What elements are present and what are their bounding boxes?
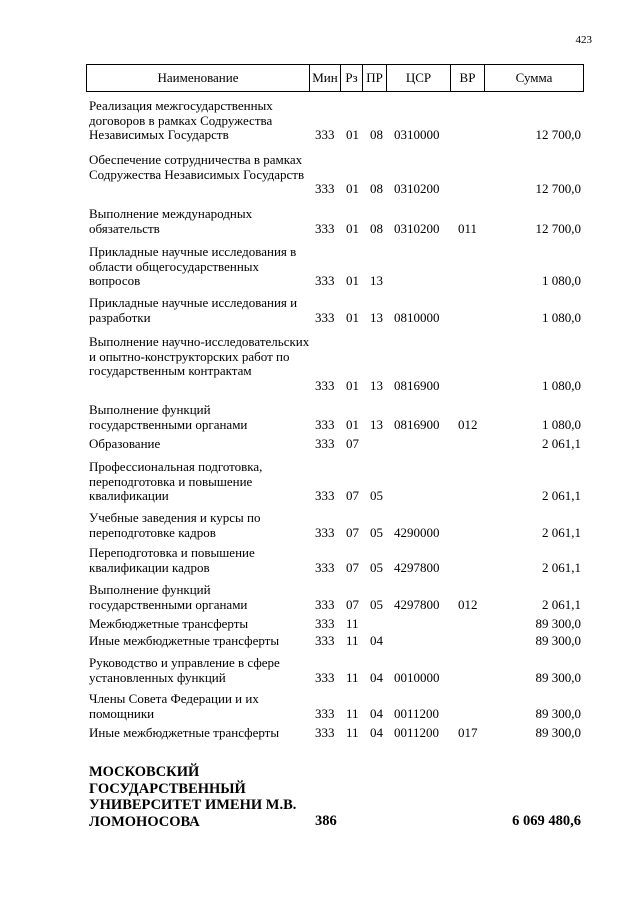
- header-csr: ЦСР: [387, 65, 451, 92]
- row-rz: 11: [346, 725, 359, 740]
- table-row: [0, 511, 640, 540]
- row-name: Образование: [89, 436, 161, 451]
- row-rz: 01: [346, 181, 359, 197]
- row-name: Руководство и управление в сфере установленных функций: [89, 655, 280, 685]
- row-rz: 07: [346, 488, 359, 504]
- row-pr: 13: [370, 416, 383, 432]
- row-min: 333: [315, 596, 335, 612]
- row-sum: 1 080,0: [542, 416, 581, 432]
- row-min: 333: [315, 273, 335, 289]
- row-pr: 04: [370, 705, 383, 721]
- row-pr: 13: [370, 273, 383, 289]
- row-pr: 05: [370, 524, 383, 540]
- row-sum: 89 300,0: [535, 669, 581, 685]
- row-pr: 05: [370, 596, 383, 612]
- row-vr: 012: [458, 416, 478, 432]
- row-name: Межбюджетные трансферты: [89, 616, 249, 631]
- row-csr: 0011200: [394, 705, 440, 721]
- row-rz: 11: [346, 669, 359, 685]
- organization-min: 386: [315, 813, 337, 829]
- table-row: [0, 546, 640, 575]
- row-sum: 2 061,1: [542, 436, 581, 451]
- row-csr: 0810000: [394, 309, 440, 325]
- row-name: Выполнение международных обязательств: [89, 206, 253, 236]
- row-sum: 2 061,1: [542, 596, 581, 612]
- row-sum: 89 300,0: [535, 725, 581, 740]
- header-name: Наименование: [87, 65, 310, 92]
- table-row: [0, 617, 640, 632]
- row-rz: 07: [346, 524, 359, 540]
- row-min: 333: [315, 127, 335, 143]
- row-sum: 89 300,0: [535, 633, 581, 648]
- row-name: Реализация межгосударственных договоров в рамках Содружества Независимых Государств: [89, 98, 273, 143]
- row-rz: 01: [346, 220, 359, 236]
- row-vr: 017: [458, 725, 478, 740]
- row-rz: 01: [346, 377, 359, 393]
- row-name: Иные межбюджетные трансферты: [89, 725, 280, 740]
- row-csr: 4297800: [394, 559, 440, 575]
- row-rz: 01: [346, 416, 359, 432]
- row-pr: 04: [370, 725, 383, 740]
- table-row: [0, 335, 640, 393]
- table-row: [0, 460, 640, 504]
- row-csr: 0010000: [394, 669, 440, 685]
- header-min: Мин: [310, 65, 341, 92]
- row-rz: 07: [346, 596, 359, 612]
- row-min: 333: [315, 181, 335, 197]
- organization-sum: 6 069 480,6: [512, 813, 581, 829]
- row-rz: 07: [346, 436, 359, 451]
- row-min: 333: [315, 524, 335, 540]
- row-csr: 0310200: [394, 220, 440, 236]
- row-csr: 0816900: [394, 377, 440, 393]
- row-sum: 2 061,1: [542, 488, 581, 504]
- row-min: 333: [315, 633, 335, 648]
- row-sum: 2 061,1: [542, 524, 581, 540]
- table-header: [86, 64, 584, 92]
- table-row: [0, 692, 640, 721]
- row-vr: 012: [458, 596, 478, 612]
- row-min: 333: [315, 616, 335, 631]
- page-number: 423: [575, 34, 592, 46]
- table-row: [0, 437, 640, 452]
- table-row: [0, 656, 640, 685]
- row-csr: 0310200: [394, 181, 440, 197]
- row-rz: 01: [346, 127, 359, 143]
- row-rz: 01: [346, 273, 359, 289]
- header-pr: ПР: [363, 65, 387, 92]
- row-csr: 0816900: [394, 416, 440, 432]
- row-min: 333: [315, 416, 335, 432]
- table-row: [0, 403, 640, 432]
- row-name: Выполнение функций государственными органами: [89, 402, 248, 432]
- header-vr: ВР: [451, 65, 485, 92]
- table-row: [0, 634, 640, 649]
- row-csr: 4290000: [394, 524, 440, 540]
- row-min: 333: [315, 488, 335, 504]
- row-vr: 011: [458, 220, 478, 236]
- row-sum: 1 080,0: [542, 273, 581, 289]
- row-min: 333: [315, 705, 335, 721]
- table-row: [0, 207, 640, 236]
- row-csr: 0310000: [394, 127, 440, 143]
- organization-name: МОСКОВСКИЙ ГОСУДАРСТВЕННЫЙ УНИВЕРСИТЕТ ИМЕНИ М.В. ЛОМОНОСОВА: [89, 764, 297, 830]
- row-min: 333: [315, 436, 335, 451]
- table-row: [0, 296, 640, 325]
- row-sum: 89 300,0: [535, 616, 581, 631]
- row-csr: 0011200: [394, 725, 440, 740]
- row-name: Выполнение функций государственными органами: [89, 582, 248, 612]
- row-rz: 01: [346, 309, 359, 325]
- row-name: Переподготовка и повышение квалификации кадров: [89, 545, 255, 575]
- row-rz: 11: [346, 705, 359, 721]
- row-name: Иные межбюджетные трансферты: [89, 633, 280, 648]
- row-rz: 07: [346, 559, 359, 575]
- row-pr: 08: [370, 127, 383, 143]
- table-row: [0, 245, 640, 289]
- row-sum: 12 700,0: [535, 127, 581, 143]
- row-pr: 04: [370, 633, 383, 648]
- row-name: Выполнение научно-исследовательских и опытно-конструкторских работ по государственным контрактам: [89, 334, 310, 379]
- row-rz: 11: [346, 633, 359, 648]
- row-pr: 08: [370, 220, 383, 236]
- row-pr: 05: [370, 488, 383, 504]
- row-name: Прикладные научные исследования и разработки: [89, 295, 298, 325]
- row-min: 333: [315, 309, 335, 325]
- row-sum: 89 300,0: [535, 705, 581, 721]
- row-rz: 11: [346, 616, 359, 631]
- table-row: [0, 153, 640, 197]
- row-sum: 1 080,0: [542, 377, 581, 393]
- row-name: Учебные заведения и курсы по переподготовке кадров: [89, 510, 261, 540]
- header-sum: Сумма: [485, 65, 584, 92]
- row-sum: 1 080,0: [542, 309, 581, 325]
- table-row: [0, 726, 640, 741]
- row-min: 333: [315, 669, 335, 685]
- row-csr: 4297800: [394, 596, 440, 612]
- row-name: Члены Совета Федерации и их помощники: [89, 691, 259, 721]
- row-sum: 12 700,0: [535, 220, 581, 236]
- row-pr: 08: [370, 181, 383, 197]
- header-rz: Рз: [341, 65, 363, 92]
- row-name: Обеспечение сотрудничества в рамках Содружества Независимых Государств: [89, 152, 305, 182]
- row-pr: 13: [370, 377, 383, 393]
- row-pr: 04: [370, 669, 383, 685]
- row-pr: 13: [370, 309, 383, 325]
- row-name: Прикладные научные исследования в области общегосударственных вопросов: [89, 244, 297, 289]
- row-sum: 12 700,0: [535, 181, 581, 197]
- row-pr: 05: [370, 559, 383, 575]
- row-min: 333: [315, 725, 335, 740]
- table-row: [0, 99, 640, 143]
- row-name: Профессиональная подготовка, переподготовка и повышение квалификации: [89, 459, 263, 504]
- table-row: [0, 583, 640, 612]
- row-sum: 2 061,1: [542, 559, 581, 575]
- row-min: 333: [315, 559, 335, 575]
- row-min: 333: [315, 220, 335, 236]
- row-min: 333: [315, 377, 335, 393]
